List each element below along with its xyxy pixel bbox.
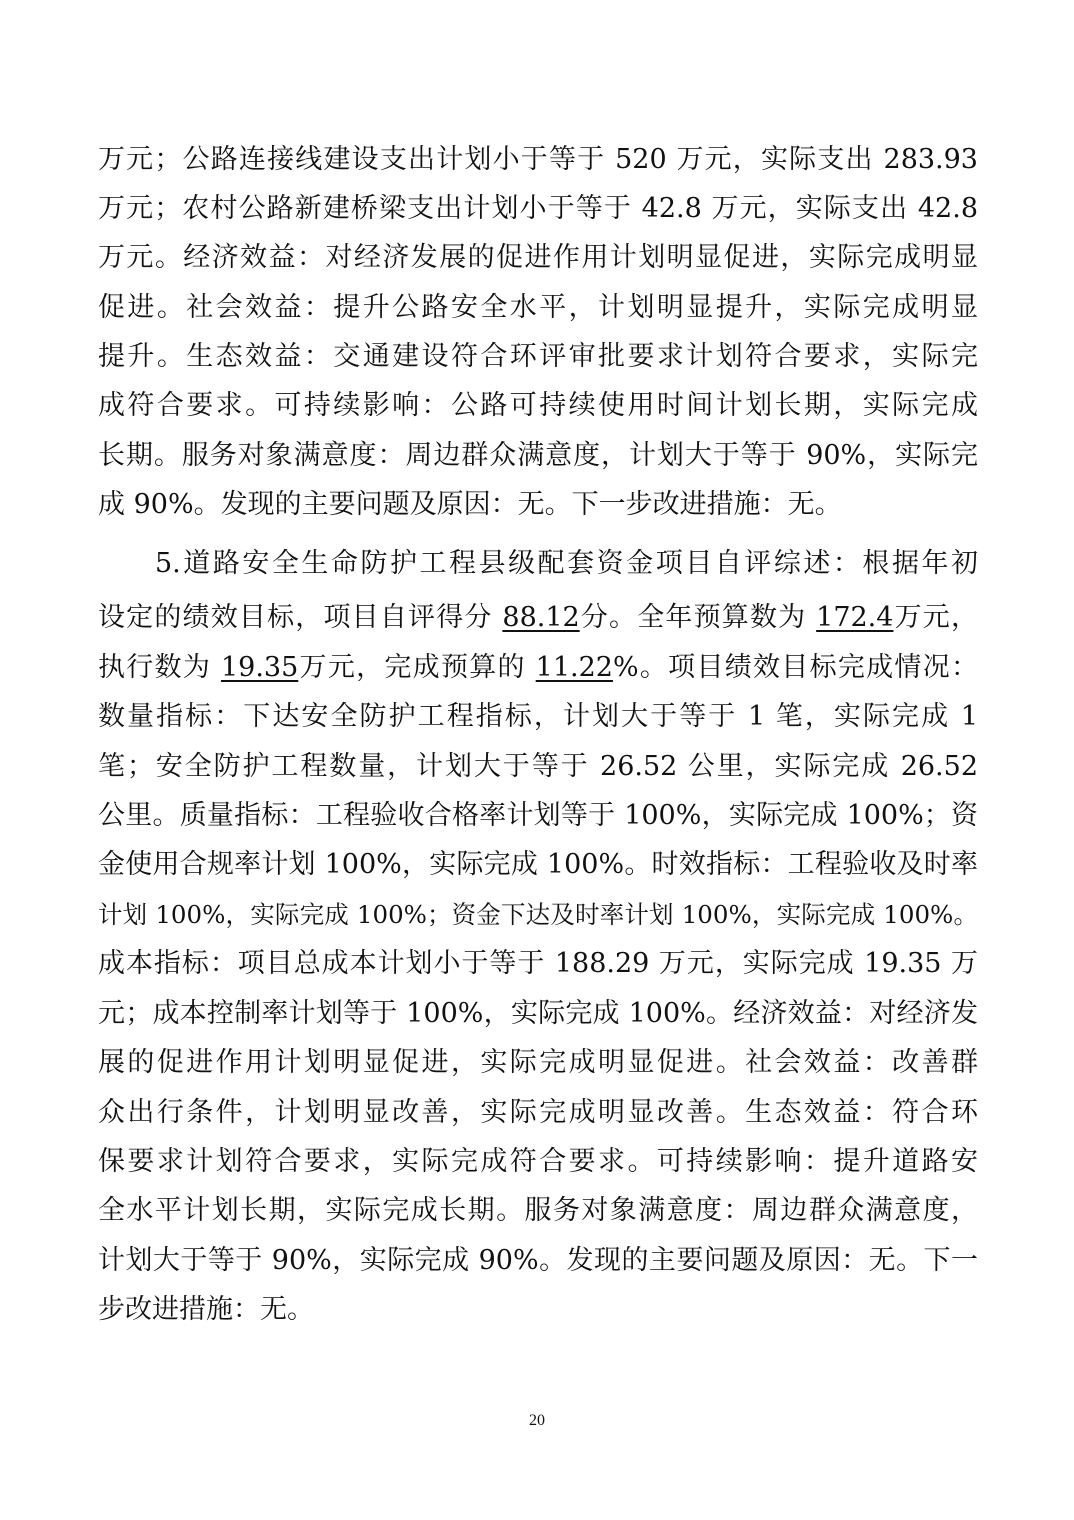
text-line: 公里。质量指标：工程验收合格率计划等于 100%，实际完成 100%；资 [98,800,978,831]
text-line: 万元；农村公路新建桥梁支出计划小于等于 42.8 万元，实际支出 42.8 [98,193,978,224]
text-line: 笔；安全防护工程数量，计划大于等于 26.52 公里，实际完成 26.52 [98,751,978,782]
text-segment: 执行数为 [98,652,221,683]
text-line: 5.道路安全生命防护工程县级配套资金项目自评综述：根据年初 [155,548,978,579]
text-line: 金使用合规率计划 100%，实际完成 100%。时效指标：工程验收及时率 [98,849,978,880]
text-segment: 分。全年预算数为 [579,602,817,633]
text-line: 提升。生态效益：交通建设符合环评审批要求计划符合要求，实际完 [98,341,978,372]
text-line: 长期。服务对象满意度：周边群众满意度，计划大于等于 90%，实际完 [98,440,978,471]
self-score-value: 88.12 [502,602,580,633]
text-line: 数量指标：下达安全防护工程指标，计划大于等于 1 笔，实际完成 1 [98,701,978,732]
text-segment: 万元， [893,602,978,633]
annual-budget-value: 172.4 [816,602,894,633]
page-number: 20 [529,1412,545,1429]
text-line [98,594,978,642]
text-line: 计划大于等于 90%，实际完成 90%。发现的主要问题及原因：无。下一 [98,1245,978,1276]
executed-amount-value: 19.35 [220,652,299,683]
text-line: 全水平计划长期，实际完成长期。服务对象满意度：周边群众满意度， [98,1195,978,1226]
text-line: 步改进措施：无。 [98,1294,314,1325]
text-line: 元；成本控制率计划等于 100%，实际完成 100%。经济效益：对经济发 [98,998,978,1029]
text-line: 成符合要求。可持续影响：公路可持续使用时间计划长期，实际完成 [98,390,978,421]
text-line: 成 90%。发现的主要问题及原因：无。下一步改进措施：无。 [98,489,842,520]
text-line: 众出行条件，计划明显改善，实际完成明显改善。生态效益：符合环 [98,1097,978,1128]
text-segment: 万元，完成预算的 [298,652,536,683]
text-line: 万元；公路连接线建设支出计划小于等于 520 万元，实际支出 283.93 [98,144,978,175]
text-line: 促进。社会效益：提升公路安全水平，计划明显提升，实际完成明显 [98,292,978,323]
text-line: 展的促进作用计划明显促进，实际完成明显促进。社会效益：改善群 [98,1047,978,1078]
text-line [98,644,978,692]
text-line: 计划 100%，实际完成 100%；资金下达及时率计划 100%，实际完成 100%。 [98,900,978,929]
text-line: 成本指标：项目总成本计划小于等于 188.29 万元，实际完成 19.35 万 [98,948,978,979]
completion-rate-value: 11.22 [535,652,613,683]
text-segment: 设定的绩效目标，项目自评得分 [98,602,503,633]
text-line: 万元。经济效益：对经济发展的促进作用计划明显促进，实际完成明显 [98,242,978,273]
text-line: 保要求计划符合要求，实际完成符合要求。可持续影响：提升道路安 [98,1146,978,1177]
text-segment: %。项目绩效目标完成情况： [612,652,978,683]
